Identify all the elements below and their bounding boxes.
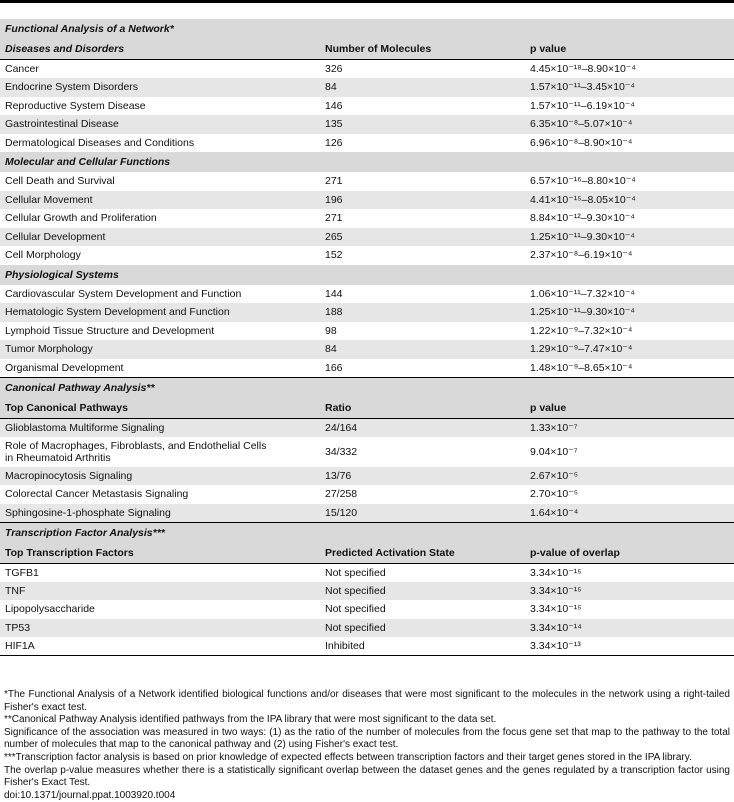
row-label: Cellular Movement: [0, 191, 320, 210]
table-row: [0, 637, 734, 656]
table-footnotes: [4, 689, 730, 802]
table-row: [0, 340, 734, 359]
row-state: Not specified: [325, 566, 386, 579]
table-row: [0, 600, 734, 619]
section-title-text: Canonical Pathway Analysis**: [0, 377, 734, 398]
row-label: Glioblastoma Multiforme Signaling: [0, 418, 320, 437]
row-pvalue: 4.45×10⁻¹⁸–8.90×10⁻⁴: [530, 63, 636, 75]
table-row: [0, 78, 734, 97]
row-ratio: 24/164: [320, 418, 525, 437]
row-count: 326: [325, 63, 343, 75]
row-label: Sphingosine-1-phosphate Signaling: [0, 504, 320, 523]
subsection-title-physiological: [0, 265, 734, 285]
section-title-network: [0, 19, 734, 39]
row-pvalue: 6.96×10⁻⁸–8.90×10⁻⁴: [530, 136, 633, 149]
footnote: Significance of the association was measured in two ways: (1) as the ratio of the number of molecules from the focus gene set that map to the pathway to the total number of molecules that map to the canonical pathway and (2) using Fisher's exact test.: [4, 726, 730, 751]
row-label: Macropinocytosis Signaling: [0, 467, 320, 486]
row-count: 126: [325, 136, 343, 149]
row-ratio: 27/258: [325, 488, 358, 501]
column-header: Ratio: [320, 398, 525, 419]
row-pvalue: 1.33×10⁻⁷: [525, 418, 734, 437]
row-pvalue: 3.34×10⁻¹⁵: [530, 603, 582, 616]
row-pvalue: 3.34×10⁻¹³: [525, 637, 734, 656]
row-state: Not specified: [320, 619, 525, 638]
row-label: Organismal Development: [0, 359, 320, 378]
row-label: Cancer: [5, 63, 39, 75]
row-pvalue: 1.22×10⁻⁹–7.32×10⁻⁴: [530, 324, 633, 337]
table-row: [0, 504, 734, 523]
row-label: Colorectal Cancer Metastasis Signaling: [5, 488, 189, 501]
table-row: [0, 209, 734, 228]
table-row: [0, 115, 734, 134]
table-top-rule: [0, 0, 734, 3]
section-title-text: Transcription Factor Analysis***: [0, 522, 734, 543]
section-title-text: Functional Analysis of a Network*: [0, 19, 734, 39]
table-row: [0, 582, 734, 601]
table-row: [0, 228, 734, 247]
row-pvalue: 4.41×10⁻¹⁵–8.05×10⁻⁴: [525, 191, 734, 210]
subsection-title-text: Molecular and Cellular Functions: [0, 152, 734, 172]
row-pvalue: 3.34×10⁻¹⁵: [525, 582, 734, 601]
row-count: 135: [320, 115, 525, 134]
doi-text: doi:10.1371/journal.ppat.1003920.t004: [4, 789, 176, 801]
footnote: The overlap p-value measures whether there is a statistically significant overlap between the dataset genes and the genes regulated by a transcription factor using Fisher's Exact Test.: [4, 764, 730, 789]
column-header-row: [0, 543, 734, 564]
column-header: Number of Molecules: [320, 39, 525, 60]
column-header: p value: [525, 398, 734, 419]
row-label: Reproductive System Disease: [5, 99, 146, 112]
row-pvalue: 1.48×10⁻⁹–8.65×10⁻⁴: [525, 359, 734, 378]
table-row: [0, 191, 734, 210]
subsection-title-molecular: [0, 152, 734, 172]
row-count: 271: [325, 212, 343, 225]
row-ratio: 15/120: [320, 504, 525, 523]
row-count: 265: [320, 228, 525, 247]
table-row: [0, 285, 734, 304]
row-pvalue: 6.35×10⁻⁸–5.07×10⁻⁴: [525, 115, 734, 134]
row-label: TP53: [0, 619, 320, 638]
table-row: [0, 418, 734, 437]
row-label: Gastrointestinal Disease: [0, 115, 320, 134]
row-label: Lipopolysaccharide: [5, 603, 95, 616]
row-label: Cardiovascular System Development and Function: [5, 287, 242, 300]
row-pvalue: 1.25×10⁻¹¹–9.30×10⁻⁴: [525, 228, 734, 247]
table-row: [0, 563, 734, 582]
row-pvalue: 1.57×10⁻¹¹–6.19×10⁻⁴: [530, 99, 635, 112]
column-header: Top Transcription Factors: [0, 543, 320, 564]
row-label: Cellular Growth and Proliferation: [5, 212, 157, 225]
footnote: **Canonical Pathway Analysis identified pathways from the IPA library that were most significant to the data set.: [4, 714, 497, 726]
row-count: 152: [325, 249, 343, 262]
row-state: Not specified: [320, 582, 525, 601]
row-pvalue: 8.84×10⁻¹²–9.30×10⁻⁴: [530, 212, 635, 225]
row-label: Cell Morphology: [5, 249, 81, 262]
row-label: TNF: [0, 582, 320, 601]
row-count: 144: [325, 287, 343, 300]
row-count: 84: [320, 340, 525, 359]
column-header-row: [0, 398, 734, 419]
section-title-canonical: [0, 377, 734, 398]
row-pvalue: 2.70×10⁻⁵: [530, 488, 579, 501]
row-label: Dermatological Diseases and Conditions: [5, 136, 195, 149]
row-label: Endocrine System Disorders: [0, 78, 320, 97]
row-label: Lymphoid Tissue Structure and Development: [5, 324, 215, 337]
table-row: [0, 97, 734, 116]
row-count: 196: [320, 191, 525, 210]
row-count: 188: [320, 303, 525, 322]
results-table: [0, 19, 734, 656]
column-header: Diseases and Disorders: [0, 39, 320, 60]
row-pvalue: 1.64×10⁻⁴: [525, 504, 734, 523]
row-count: 271: [325, 175, 343, 188]
table-row: [0, 467, 734, 486]
row-label: Cellular Development: [0, 228, 320, 247]
footnote: ***Transcription factor analysis is based on prior knowledge of expected effects between transcription factors and their target genes stored in the IPA library.: [4, 751, 692, 763]
row-pvalue: 2.67×10⁻⁵: [525, 467, 734, 486]
row-label: Cell Death and Survival: [5, 175, 115, 188]
row-pvalue: 1.06×10⁻¹¹–7.32×10⁻⁴: [530, 287, 635, 300]
column-header-row: [0, 39, 734, 60]
table-row: [0, 60, 734, 79]
table-row: [0, 619, 734, 638]
row-state: Not specified: [325, 603, 386, 616]
row-label: Hematologic System Development and Function: [0, 303, 320, 322]
row-label-line: Role of Macrophages, Fibroblasts, and Endothelial Cells: [5, 439, 267, 452]
row-count: 146: [325, 99, 343, 112]
table-row: [0, 246, 734, 265]
footnote: *The Functional Analysis of a Network identified biological functions and/or diseases that were most significant to the molecules in the network using a right-tailed Fisher's exact test.: [4, 689, 730, 713]
table-row: [0, 485, 734, 504]
table-row: [0, 134, 734, 153]
row-pvalue: 1.25×10⁻¹¹–9.30×10⁻⁴: [525, 303, 734, 322]
row-label: HIF1A: [0, 637, 320, 656]
row-pvalue: 2.37×10⁻⁸–6.19×10⁻⁴: [530, 249, 633, 262]
column-header: Predicted Activation State: [320, 543, 525, 564]
section-title-transcription: [0, 522, 734, 543]
row-label: [0, 437, 320, 467]
row-pvalue: 3.34×10⁻¹⁴: [525, 619, 734, 638]
row-label: Tumor Morphology: [0, 340, 320, 359]
table-row: [0, 437, 734, 467]
row-pvalue: 3.34×10⁻¹⁵: [530, 566, 582, 579]
column-header: p-value of overlap: [525, 543, 734, 564]
row-pvalue: 6.57×10⁻¹⁶–8.80×10⁻⁴: [530, 175, 636, 188]
row-ratio: 13/76: [320, 467, 525, 486]
table-row: [0, 172, 734, 191]
table-row: [0, 303, 734, 322]
row-ratio: 34/332: [325, 445, 358, 458]
column-header: p value: [525, 39, 734, 60]
row-count: 84: [320, 78, 525, 97]
row-pvalue: 9.04×10⁻⁷: [530, 445, 578, 458]
table-row: [0, 359, 734, 378]
table-row: [0, 322, 734, 341]
column-header: Top Canonical Pathways: [0, 398, 320, 419]
row-count: 166: [320, 359, 525, 378]
row-count: 98: [325, 324, 337, 337]
row-label: TGFB1: [5, 566, 39, 579]
row-pvalue: 1.57×10⁻¹¹–3.45×10⁻⁴: [525, 78, 734, 97]
row-state: Inhibited: [320, 637, 525, 656]
row-pvalue: 1.29×10⁻⁹–7.47×10⁻⁴: [525, 340, 734, 359]
row-label-line: in Rheumatoid Arthritis: [5, 451, 111, 464]
subsection-title-text: Physiological Systems: [0, 265, 734, 285]
